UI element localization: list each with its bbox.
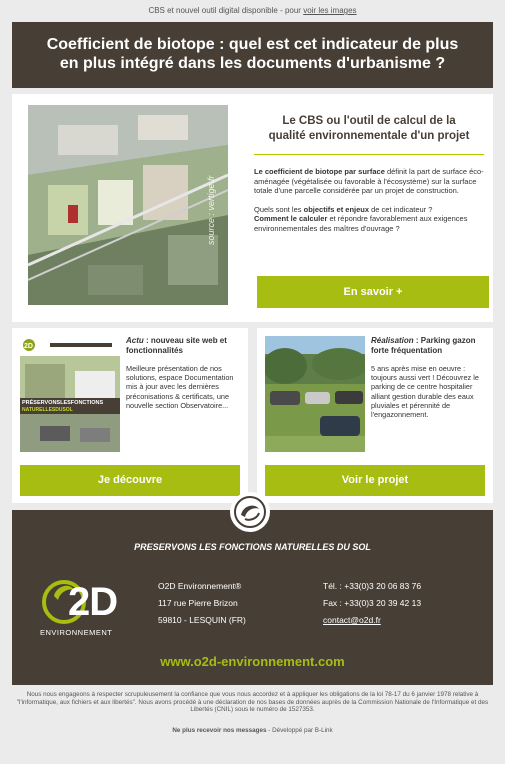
hero-paragraph-1: Le coefficient de biotope par surface définit la part de surface éco-aménagée (végétalisée ou favorable à l'écosystème) sur la surface totale d'une parcelle considérée par un projet de construction. xyxy=(254,167,484,195)
project-card-body: 5 ans après mise en oeuvre : toujours aussi vert ! Découvrez le parking de ce centre hospitalier alliant gestion durable des eaux pluviales et pérennité de l'engazonnement. xyxy=(371,364,479,420)
unsubscribe-link[interactable]: Ne plus recevoir nos messages xyxy=(172,726,267,734)
email-link[interactable]: contact@o2d.fr xyxy=(323,615,381,625)
discover-button[interactable]: Je découvre xyxy=(20,465,240,496)
postal-address xyxy=(158,578,246,629)
developer-credit: - Développé par B-Link xyxy=(266,726,333,734)
website-screenshot-image[interactable] xyxy=(20,336,120,452)
news-card-body: Meilleure présentation de nos solutions, espace Documentation mis à jour avec les dernières préconisations & certificats, une nouvelle section Observatoire... xyxy=(126,364,234,410)
cards-row xyxy=(12,328,493,503)
grass-parking-image[interactable] xyxy=(265,336,365,452)
hero-text xyxy=(254,114,484,233)
newsletter-header xyxy=(12,22,493,88)
image-caption-1: PRÉSERVONSLESFONCTIONS xyxy=(22,400,104,406)
image-watermark: source : vertige.fr xyxy=(206,175,216,245)
contact-info xyxy=(323,578,421,629)
project-card-text xyxy=(371,336,487,419)
hero-heading: Le CBS ou l'outil de calcul de la qualité environnementale d'un projet xyxy=(254,114,484,155)
street-address: 117 rue Pierre Brizon xyxy=(158,598,238,608)
aerial-city-image[interactable] xyxy=(28,105,228,305)
learn-more-button[interactable]: En savoir + xyxy=(257,276,489,308)
news-card-title: Actu : nouveau site web et fonctionnalités xyxy=(126,336,227,355)
image-caption-2: NATURELLESDUSOL xyxy=(22,407,73,413)
news-card xyxy=(12,328,248,503)
hero-paragraph-2: Quels sont les objectifs et enjeux de cet indicateur ? Comment le calculer et répondre favorablement aux exigences environnementales des maîtres d'ouvrage ? xyxy=(254,204,468,233)
news-card-text xyxy=(126,336,242,410)
view-project-button[interactable]: Voir le projet xyxy=(265,465,485,496)
svg-text:2D: 2D xyxy=(24,343,33,350)
hero-section xyxy=(12,94,493,322)
company-name: O2D Environnement® xyxy=(158,581,242,591)
footer-tagline: PRESERVONS LES FONCTIONS NATURELLES DU SOL xyxy=(134,542,371,552)
o2d-logo xyxy=(40,566,120,646)
view-images-link[interactable]: voir les images xyxy=(303,6,357,15)
project-card xyxy=(257,328,493,503)
swirl-logo-icon xyxy=(230,492,270,532)
footer xyxy=(12,510,493,685)
website-link[interactable]: www.o2d-environnement.com xyxy=(160,654,345,669)
o2d-logo-subtitle: ENVIRONNEMENT xyxy=(40,628,113,637)
city-address: 59810 - LESQUIN (FR) xyxy=(158,615,246,625)
fax-number: Fax : +33(0)3 20 39 42 13 xyxy=(323,598,422,608)
preheader xyxy=(0,0,505,22)
phone-number: Tél. : +33(0)3 20 06 83 76 xyxy=(323,581,422,591)
unsubscribe-line xyxy=(0,714,505,734)
project-card-title: Réalisation : Parking gazon forte fréquentation xyxy=(371,336,476,355)
o2d-logo-text: 2D xyxy=(68,580,118,624)
newsletter-title: Coefficient de biotope : quel est cet indicateur de plus en plus intégré dans les documents d'urbanisme ? xyxy=(46,36,459,72)
legal-notice: Nous nous engageons à respecter scrupuleusement la confiance que vous nous accordez et à appliquer les obligations de la loi 78-17 du 6 janvier 1978 relative à "l'informatique, aux fichiers et aux libertés". Nous avons procédé à une déclaration de nos bases de données auprès de la Commission Nationale de l'Informatique et des Libertés (CNIL) sous le numéro de 1527353. xyxy=(16,691,489,714)
preheader-text: CBS et nouvel outil digital disponible - pour xyxy=(148,6,304,15)
